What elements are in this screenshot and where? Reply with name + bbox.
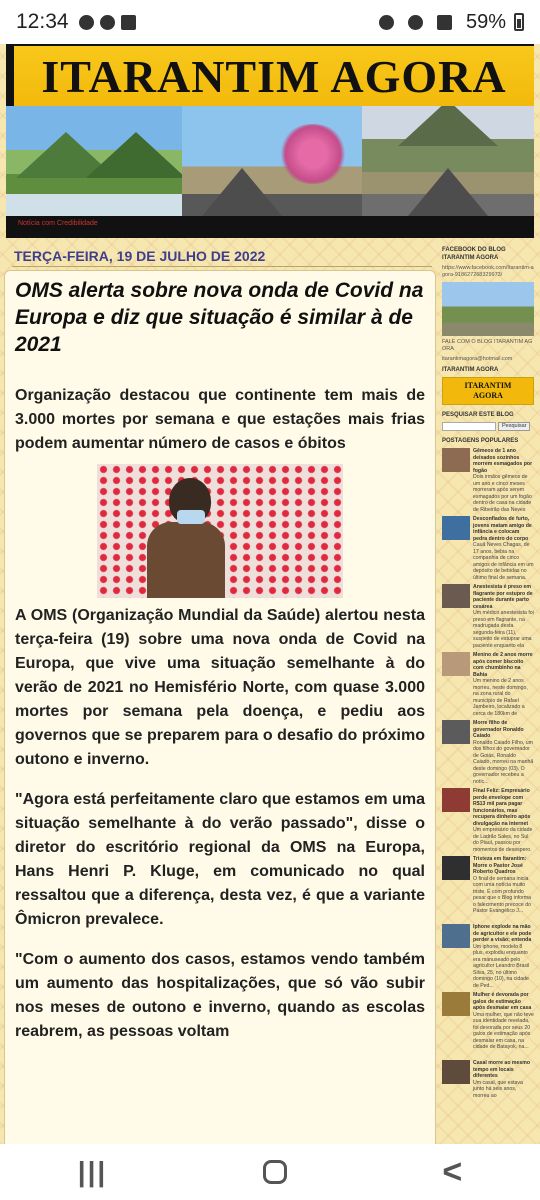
popular-thumb[interactable] [442,448,470,472]
recent-apps-icon[interactable]: ||| [77,1156,108,1187]
back-icon[interactable]: < [442,1152,463,1191]
web-page[interactable] [0,44,540,1144]
popular-post[interactable] [442,448,534,512]
popular-thumb[interactable] [442,584,470,608]
popular-snippet: Um casal, que estava junto há seis anos, morreu ao [473,1079,523,1099]
popular-title[interactable]: Tristeza em Itarantim: Morre o Pastor José Roberto Quadros [473,856,527,875]
search-button[interactable]: Pesquisar [498,422,530,431]
post-date: TERÇA-FEIRA, 19 DE JULHO DE 2022 [14,248,266,264]
logo-heading: ITARANTIM AGORA [442,367,499,373]
popular-text [473,1060,534,1124]
facebook-link[interactable]: https://www.facebook.com/Itarantim-agora-918627268329973/ [442,265,534,278]
mountain-photo [6,106,182,216]
post-paragraph: "Com o aumento dos casos, estamos vendo também um aumento das hospitalizações, que só vão subir nos meses de outono e inverno, quando as escolas reabrem, as pessoas voltam [15,951,425,1040]
popular-snippet: Um empresário da cidade de Ladrão Sales, no Sul do Piauí, passou por momentos de desespero. [473,827,533,852]
popular-title[interactable]: Mulher é devorada por galos de estimação após desmaiar em casa [473,992,532,1011]
facebook-image[interactable] [442,282,534,336]
navigation-bar [0,1144,540,1200]
contact-email[interactable]: itarantimagora@hotmail.com [442,356,513,362]
contact-text: FALE COM O BLOG ITARANTIM AGORA [442,339,533,352]
status-bar [0,0,540,44]
alarm-icon [379,15,394,30]
sidebar [442,244,534,1128]
blog-title[interactable]: ITARANTIM AGORA [14,46,534,106]
road-shape [202,168,282,216]
blog-search [442,422,534,431]
popular-post[interactable] [442,1060,534,1124]
popular-snippet: O final de semana inicia com uma notícia muito triste. É com profundo pesar que o Blog informa o falecimento precoce do Pastor Evangélico J... [473,875,531,914]
popular-snippet: Um médico anestesista foi preso em flagrante, na madrugada desta segunda-feira (11), suspeito de estuprar uma paciente enquanto ela [473,610,534,648]
notification-icon [100,15,115,30]
popular-thumb[interactable] [442,652,470,676]
facebook-heading: FACEBOOK DO BLOG ITARANTIM AGORA [442,247,506,261]
status-time: 12:34 [16,10,69,33]
popular-snippet: Dois irmãos gêmeos de um ano e cinco meses morreram após serem esmagados por um fogão dentro de casa na cidade de Ribeirão das Neves [473,474,532,512]
blog-header[interactable] [6,44,534,238]
popular-thumb[interactable] [442,516,470,540]
popular-thumb[interactable] [442,1060,470,1084]
popular-title[interactable]: Menino de 2 anos morre após comer biscoito com chumbinho na Bahia [473,652,533,678]
messenger-icon [79,15,94,30]
popular-post[interactable] [442,720,534,784]
popular-title[interactable]: Desconfiados de furto, jovens matam amigo de infância e colocam pedra dentro do corpo [473,516,532,542]
gallery-icon [121,15,136,30]
logo-line2: AGORA [473,391,503,400]
popular-snippet: Cauã Neves Chagas, de 17 anos, bebia na companhia de cinco amigos de infância em um depósito de bebidas no último final de semana. [473,542,534,580]
popular-snippet: Ronaldo Caiado Filho, um dos filhos do governador de Goiás, Ronaldo Caiado, morreu na manhã deste domingo (03). O governador recebeu a notíc... [473,739,534,784]
header-photos [6,106,534,216]
popular-title[interactable]: Iphone explode na mão de agricultor e ele pode perder a visão; entenda [473,924,532,943]
popular-title[interactable]: Gêmeos de 1 ano deixados sozinhos morrem esmagados por fogão [473,448,533,474]
popular-post[interactable] [442,584,534,648]
face-mask [177,510,205,524]
popular-post[interactable] [442,516,534,580]
search-heading: PESQUISAR ESTE BLOG [442,412,514,418]
battery-icon [514,13,524,31]
road-shape [408,168,488,216]
popular-text [473,720,534,784]
popular-text [473,448,534,512]
tree-photo [182,106,362,216]
search-input[interactable] [442,422,496,431]
signal-icon [437,15,452,30]
popular-snippet: Um menino de 2 anos morreu, neste domingo, na zona rural do município de Rafael Jambeiro, localizado a cerca de 180km de [473,678,528,716]
post-title[interactable]: OMS alerta sobre nova onda de Covid na Europa e diz que situação é similar à de 2021 [15,279,424,356]
popular-post[interactable] [442,652,534,716]
popular-title[interactable]: Morre filho de governador Ronaldo Caiado [473,720,524,739]
post-paragraph: A OMS (Organização Mundial da Saúde) alertou nesta terça-feira (19) sobre uma nova onda de Covid na Europa, que vive uma situação semelhante à do verão de 2021 no Hemisfério Norte, com quase 3.000 mortes por semana pela doença, e pediu aos governos que se preparem para o desafio do próximo outono e inverno. [15,607,425,768]
road-photo [362,106,534,216]
popular-text [473,924,534,988]
popular-thumb[interactable] [442,856,470,880]
popular-snippet: Uma mulher, que não teve sua identidade revelada, foi devorada por seus 20 galos de estimação após desmaiar em casa, na cidade de Batayok, na... [473,1011,534,1050]
post-container [4,270,436,1144]
mountain-shape [86,132,182,178]
popular-text [473,584,534,648]
popular-text [473,856,534,920]
post-subtitle: Organização destacou que continente tem mais de 3.000 mortes por semana e que estações mais frias podem aumentar número de casos e óbitos [15,387,425,452]
mountain-shape [398,106,498,146]
blog-logo[interactable] [442,377,534,405]
popular-text [473,992,534,1056]
home-icon[interactable] [263,1160,287,1184]
date-divider [12,266,432,267]
popular-text [473,516,534,580]
popular-post[interactable] [442,856,534,920]
popular-title[interactable]: Casal morre ao mesmo tempo em locais diferentes [473,1060,531,1079]
popular-thumb[interactable] [442,720,470,744]
popular-text [473,652,534,716]
popular-title[interactable]: Final Feliz: Empresário perde envelope com R$13 mil para pagar funcionários, mas recupera dinheiro após divulgação na internet [473,788,531,827]
popular-heading: POSTAGENS POPULARES [442,438,519,444]
wifi-icon [408,15,423,30]
popular-snippet: Um iphone, modelo 8 plus, explodiu enquanto era manuseado pelo agricultor Leandro Brasil Silva, 25, no último domingo (10), na cidade de Ped... [473,943,530,988]
popular-post[interactable] [442,924,534,988]
popular-title[interactable]: Anestesista é preso em flagrante por estupro de paciente durante parto cesárea [473,584,533,610]
post-image[interactable] [97,464,343,598]
pink-tree [278,124,348,184]
person-body [147,522,225,598]
battery-level: 59% [465,10,506,33]
popular-thumb[interactable] [442,788,470,812]
popular-post[interactable] [442,992,534,1056]
status-right [379,11,524,34]
logo-line1: ITARANTIM [464,381,512,390]
blog-tagline: Notícia com Credibilidade [18,220,98,227]
popular-thumb[interactable] [442,992,470,1016]
popular-text [473,788,534,852]
popular-post[interactable] [442,788,534,852]
post-paragraph: "Agora está perfeitamente claro que estamos em uma situação semelhante à do verão passado", disse o diretor do escritório regional da OMS na Europa, Hans Henri P. Kluge, em comunicado no qual ressaltou que a diferença, desta vez, é que a variante Ômicron prevalece. [15,791,425,928]
popular-thumb[interactable] [442,924,470,948]
